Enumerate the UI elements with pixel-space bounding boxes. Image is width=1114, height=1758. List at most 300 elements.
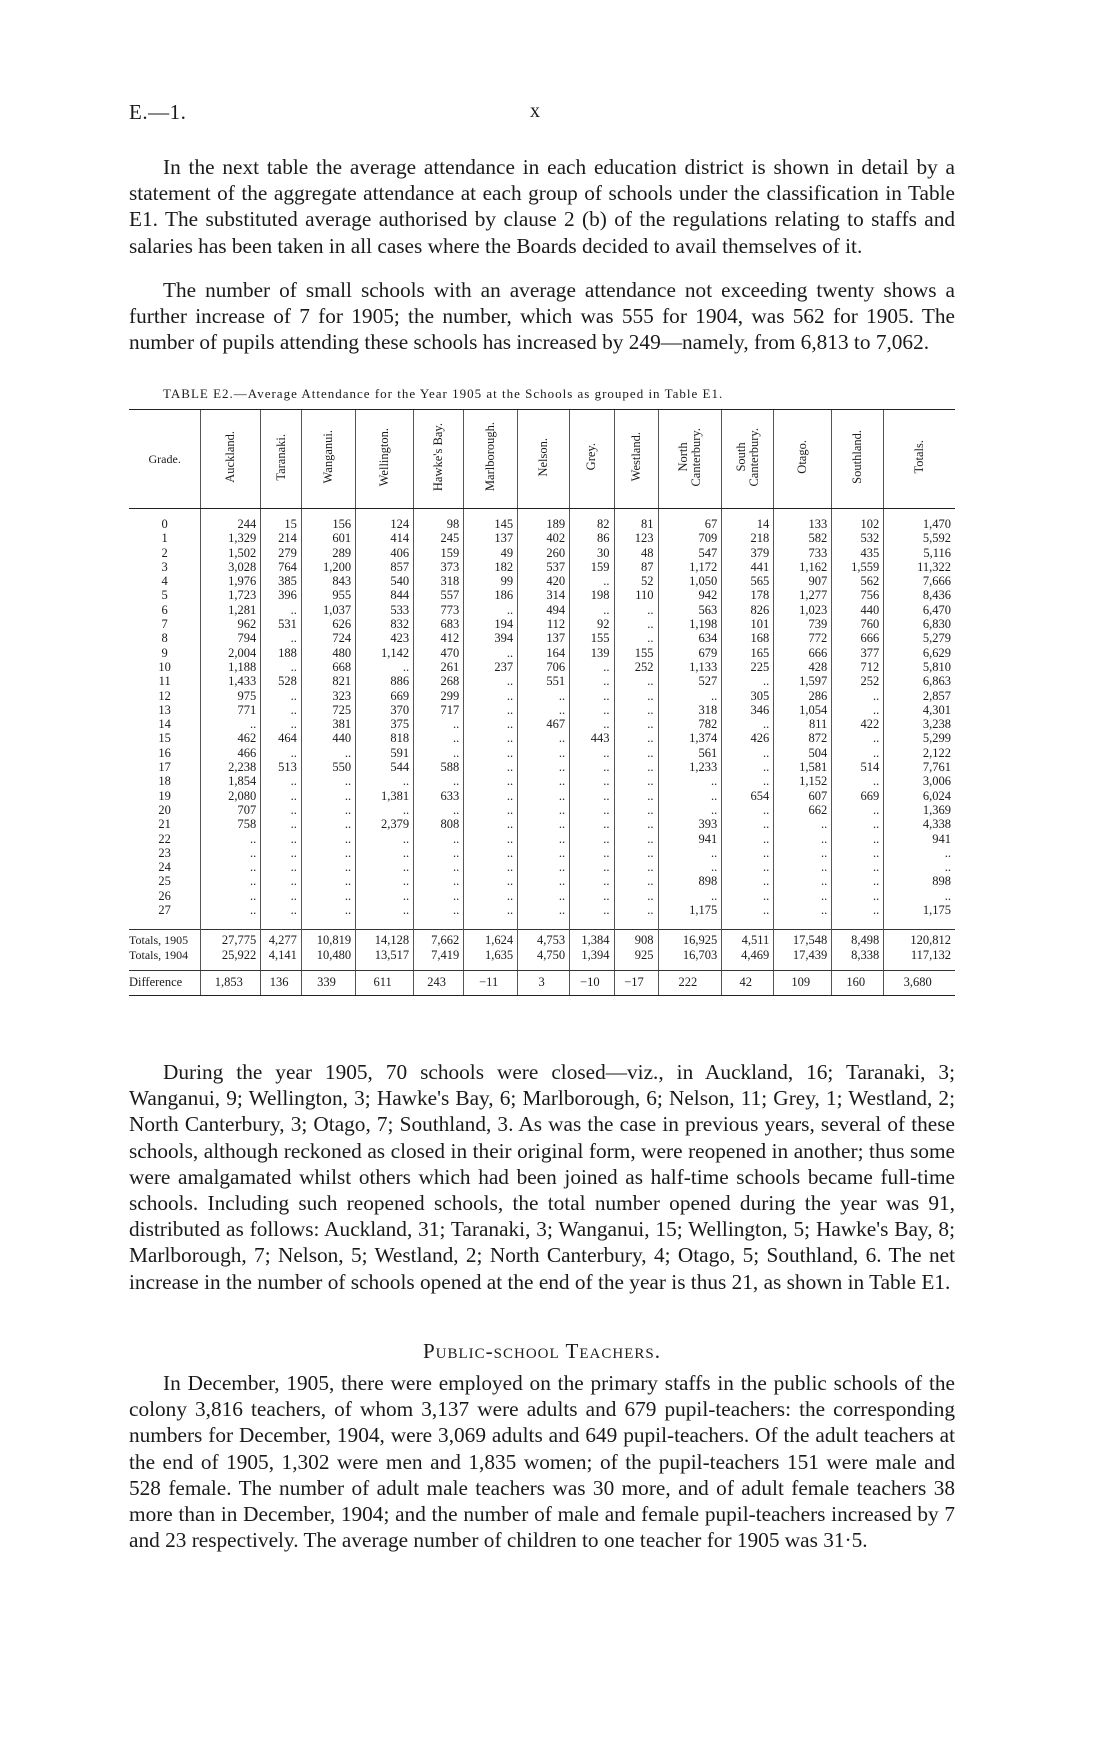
table-cell: ..	[722, 760, 774, 774]
table-cell: 504	[774, 746, 832, 760]
table-row	[129, 509, 955, 532]
table-cell: ..	[884, 889, 955, 903]
table-cell: ..	[570, 903, 614, 917]
table-cell: 466	[201, 746, 261, 760]
table-cell: ..	[832, 889, 884, 903]
table-cell: 396	[261, 588, 302, 602]
table-cell: ..	[570, 789, 614, 803]
table-cell: 1,175	[658, 903, 722, 917]
column-header-label: Totals.	[912, 440, 927, 474]
attendance-table	[129, 409, 955, 996]
table-cell: 48	[614, 546, 658, 560]
table-cell: 414	[356, 531, 414, 545]
table-cell: 323	[301, 689, 355, 703]
table-cell: 160	[832, 970, 884, 995]
table-cell: ..	[356, 860, 414, 874]
table-cell: ..	[301, 889, 355, 903]
table-cell: ..	[518, 889, 570, 903]
table-cell: 222	[658, 970, 722, 995]
table-cell: 712	[832, 660, 884, 674]
table-cell: ..	[614, 760, 658, 774]
table-cell: 2,122	[884, 746, 955, 760]
table-cell: ..	[658, 846, 722, 860]
table-cell: 23	[158, 845, 171, 860]
table-cell: 412	[414, 631, 464, 645]
table-cell: 724	[301, 631, 355, 645]
table-row	[129, 646, 955, 660]
page-number: x	[530, 100, 540, 122]
table-row	[129, 789, 955, 803]
table-cell: ..	[261, 603, 302, 617]
table-cell: 2,857	[884, 689, 955, 703]
table-cell: 99	[464, 574, 518, 588]
column-header-label: Marlborough.	[483, 422, 498, 492]
table-cell-blank	[774, 917, 832, 930]
table-cell: 92	[570, 617, 614, 631]
column-header	[614, 410, 658, 509]
table-cell: 607	[774, 789, 832, 803]
table-cell: 178	[722, 588, 774, 602]
table-cell: ..	[518, 731, 570, 745]
table-cell: ..	[301, 846, 355, 860]
table-cell: 540	[356, 574, 414, 588]
table-row	[129, 674, 955, 688]
table-cell: ..	[201, 717, 261, 731]
table-cell: ..	[722, 746, 774, 760]
column-header	[884, 410, 955, 509]
table-cell: 537	[518, 560, 570, 574]
table-cell: 4	[161, 574, 168, 589]
table-cell: 4,753	[518, 930, 570, 948]
column-header	[301, 410, 355, 509]
table-cell: ..	[614, 603, 658, 617]
table-cell: Totals, 1904	[129, 947, 189, 962]
table-cell: ..	[614, 774, 658, 788]
table-cell: 1,597	[774, 674, 832, 688]
table-cell: 1,381	[356, 789, 414, 803]
table-cell: 733	[774, 546, 832, 560]
table-cell: 470	[414, 646, 464, 660]
table-row	[129, 774, 955, 788]
table-row	[129, 689, 955, 703]
table-cell: ..	[261, 803, 302, 817]
table-row	[129, 617, 955, 631]
table-row	[129, 874, 955, 888]
table-cell: ..	[832, 832, 884, 846]
table-cell: ..	[301, 774, 355, 788]
table-cell: 5,592	[884, 531, 955, 545]
table-caption: TABLE E2.—Average Attendance for the Year 1905 at the Schools as grouped in Table E1.	[163, 386, 724, 401]
table-cell: 443	[570, 731, 614, 745]
table-cell: ..	[301, 874, 355, 888]
table-cell: 1,635	[464, 948, 518, 962]
table-cell: ..	[570, 660, 614, 674]
table-cell: 137	[464, 531, 518, 545]
table-cell: 24	[158, 860, 171, 875]
table-cell: 8,338	[832, 948, 884, 962]
table-cell: ..	[201, 860, 261, 874]
table-cell: 402	[518, 531, 570, 545]
table-cell: 188	[261, 646, 302, 660]
table-cell: 373	[414, 560, 464, 574]
table-cell: 435	[832, 546, 884, 560]
table-cell: ..	[614, 803, 658, 817]
table-cell: ..	[261, 860, 302, 874]
table-cell: 370	[356, 703, 414, 717]
table-cell: 393	[658, 817, 722, 831]
table-cell: ..	[261, 846, 302, 860]
table-cell: 467	[518, 717, 570, 731]
table-cell: −17	[614, 970, 658, 995]
table-cell: 794	[201, 631, 261, 645]
table-cell: 908	[614, 930, 658, 948]
table-row	[129, 817, 955, 831]
table-cell: Difference	[129, 970, 201, 995]
table-spacer-row	[129, 962, 955, 971]
page-reference: E.—1.	[129, 100, 187, 124]
table-cell: 26	[158, 888, 171, 903]
table-cell: ..	[261, 789, 302, 803]
table-cell: 941	[884, 832, 955, 846]
table-cell: ..	[464, 774, 518, 788]
table-cell: 551	[518, 674, 570, 688]
paragraph-1	[129, 154, 955, 259]
table-cell: 563	[658, 603, 722, 617]
difference-row	[129, 970, 955, 995]
table-cell: 1,050	[658, 574, 722, 588]
table-cell: ..	[464, 789, 518, 803]
table-cell-blank	[832, 962, 884, 971]
table-cell: 707	[201, 803, 261, 817]
table-cell: 145	[464, 509, 518, 532]
table-row	[129, 889, 955, 903]
table-cell: ..	[356, 774, 414, 788]
column-header-label: Grade.	[148, 451, 181, 466]
table-cell: 110	[614, 588, 658, 602]
table-cell: 4,277	[261, 930, 302, 948]
table-cell: 156	[301, 509, 355, 532]
table-cell: 808	[414, 817, 464, 831]
table-cell: 155	[614, 646, 658, 660]
table-cell: ..	[884, 846, 955, 860]
table-cell: 27,775	[201, 930, 261, 948]
table-cell: 760	[832, 617, 884, 631]
table-row	[129, 546, 955, 560]
table-cell: 872	[774, 731, 832, 745]
table-cell: ..	[301, 817, 355, 831]
table-cell: 81	[614, 509, 658, 532]
table-cell: 440	[301, 731, 355, 745]
table-cell: ..	[774, 832, 832, 846]
table-cell: 5,116	[884, 546, 955, 560]
table-cell: ..	[464, 646, 518, 660]
table-cell: 1,559	[832, 560, 884, 574]
table-cell: ..	[201, 903, 261, 917]
table-cell: 30	[570, 546, 614, 560]
column-header	[356, 410, 414, 509]
table-cell: 666	[832, 631, 884, 645]
table-cell: 907	[774, 574, 832, 588]
table-cell: ..	[201, 874, 261, 888]
table-cell: ..	[261, 631, 302, 645]
table-cell: 5,299	[884, 731, 955, 745]
table-cell: 385	[261, 574, 302, 588]
table-cell: 1,023	[774, 603, 832, 617]
table-cell: 709	[658, 531, 722, 545]
table-cell: 1,172	[658, 560, 722, 574]
table-cell: ..	[570, 760, 614, 774]
table-cell: 377	[832, 646, 884, 660]
table-cell: ..	[464, 603, 518, 617]
table-cell: 588	[414, 760, 464, 774]
table-cell: 27	[158, 903, 171, 918]
table-cell: 9	[161, 645, 168, 660]
table-cell: 886	[356, 674, 414, 688]
table-cell: 168	[722, 631, 774, 645]
table-cell: ..	[464, 689, 518, 703]
table-cell-blank	[129, 962, 201, 971]
paragraph-4-text: In December, 1905, there were employed on the primary staffs in the public schools of the colony 3,816 teachers, of whom 3,137 were adults and 679 pupil-teachers: the corresponding numbers for December, 1904, were 3,069 adults and 649 pupil-teachers. Of the adult teachers at the end of 1905, 1,302 were men and 1,835 women; of the pupil-teachers 151 were male and 528 female. The number of adult male teachers was 30 more, and of adult female teachers 38 more than in December, 1904; and the number of male and female pupil-teachers increased by 7 and 23 respectively. The average number of children to one teacher for 1905 was 31·5.	[129, 1371, 955, 1553]
paragraph-3-text: During the year 1905, 70 schools were closed—viz., in Auckland, 16; Taranaki, 3; Wanganui, 9; Wellington, 3; Hawke's Bay, 6; Marlborough, 6; Nelson, 11; Grey, 1; Westland, 2; North Canterbury, 3; Otago, 7; Southland, 3. As was the case in previous years, several of these schools, although reckoned as closed in their original form, were reopened in another; thus some were amalgamated whilst others which had been joined as half-time schools became full-time schools. Including such reopened schools, the total number opened during the year was 91, distributed as follows: Auckland, 31; Taranaki, 3; Wanganui, 15; Wellington, 5; Hawke's Bay, 8; Marlborough, 7; Nelson, 5; Westland, 2; North Canterbury, 4; Otago, 5; Southland, 6. The net increase in the number of schools opened at the end of the year is thus 21, as shown in Table E1.	[129, 1060, 955, 1294]
table-cell: 1,188	[201, 660, 261, 674]
table-cell: ..	[614, 631, 658, 645]
table-cell: 1,624	[464, 930, 518, 948]
table-cell: 1,198	[658, 617, 722, 631]
table-cell: 17,439	[774, 948, 832, 962]
table-cell: ..	[301, 746, 355, 760]
table-cell: ..	[464, 760, 518, 774]
table-cell-blank	[301, 917, 355, 930]
table-cell: ..	[414, 717, 464, 731]
table-cell: ..	[658, 774, 722, 788]
table-cell: 975	[201, 689, 261, 703]
table-cell: ..	[518, 832, 570, 846]
table-cell: 739	[774, 617, 832, 631]
table-cell: 426	[722, 731, 774, 745]
table-cell: 844	[356, 588, 414, 602]
table-cell: ..	[722, 817, 774, 831]
table-cell: ..	[301, 832, 355, 846]
table-cell: 857	[356, 560, 414, 574]
table-cell: ..	[414, 774, 464, 788]
table-cell: 668	[301, 660, 355, 674]
table-cell: 159	[570, 560, 614, 574]
column-header-label: Southland.	[850, 430, 865, 484]
table-cell: 123	[614, 531, 658, 545]
table-cell: 124	[356, 509, 414, 532]
totals-1905-row	[129, 930, 955, 948]
table-cell: ..	[832, 860, 884, 874]
table-cell: −11	[464, 970, 518, 995]
table-cell: 252	[832, 674, 884, 688]
table-cell: 898	[658, 874, 722, 888]
table-cell-blank	[832, 917, 884, 930]
table-cell: ..	[658, 789, 722, 803]
table-cell: 1,037	[301, 603, 355, 617]
table-cell: 1,329	[201, 531, 261, 545]
column-header	[722, 410, 774, 509]
table-cell-blank	[518, 962, 570, 971]
table-cell: 843	[301, 574, 355, 588]
table-cell: 532	[832, 531, 884, 545]
table-cell: 717	[414, 703, 464, 717]
table-cell: ..	[832, 874, 884, 888]
table-cell: 17,548	[774, 930, 832, 948]
table-cell: 13,517	[356, 948, 414, 962]
table-cell: 7	[161, 617, 168, 632]
table-cell: 379	[722, 546, 774, 560]
table-row	[129, 731, 955, 745]
table-cell: 1,152	[774, 774, 832, 788]
table-cell-blank	[414, 962, 464, 971]
paragraph-2-text: The number of small schools with an average attendance not exceeding twenty shows a further increase of 7 for 1905; the number, which was 555 for 1904, was 562 for 1905. The number of pupils attending these schools has increased by 249—namely, from 6,813 to 7,062.	[129, 278, 955, 355]
table-cell: ..	[414, 846, 464, 860]
table-cell: ..	[414, 874, 464, 888]
table-cell: ..	[464, 674, 518, 688]
table-cell: 4,469	[722, 948, 774, 962]
table-cell: ..	[570, 703, 614, 717]
table-cell-blank	[570, 962, 614, 971]
table-cell: ..	[201, 889, 261, 903]
table-cell: 339	[301, 970, 355, 995]
table-cell: ..	[464, 817, 518, 831]
table-cell: ..	[261, 874, 302, 888]
table-cell: 12	[158, 688, 171, 703]
table-cell: ..	[464, 860, 518, 874]
table-cell: 633	[414, 789, 464, 803]
table-cell: ..	[261, 889, 302, 903]
table-cell: 52	[614, 574, 658, 588]
table-cell: ..	[518, 860, 570, 874]
table-cell: 13	[158, 702, 171, 717]
table-cell: 182	[464, 560, 518, 574]
table-cell: 531	[261, 617, 302, 631]
table-cell: 1,581	[774, 760, 832, 774]
table-cell: 832	[356, 617, 414, 631]
column-header	[518, 410, 570, 509]
table-cell-blank	[658, 917, 722, 930]
table-cell: 194	[464, 617, 518, 631]
table-cell: 7,662	[414, 930, 464, 948]
table-cell: 189	[518, 509, 570, 532]
table-cell: ..	[301, 789, 355, 803]
table-cell: ..	[774, 860, 832, 874]
table-cell-blank	[884, 962, 955, 971]
table-cell: ..	[518, 874, 570, 888]
table-cell: 818	[356, 731, 414, 745]
table-cell-blank	[201, 962, 261, 971]
paragraph-4	[129, 1370, 955, 1553]
table-cell: 286	[774, 689, 832, 703]
table-cell: ..	[722, 903, 774, 917]
table-cell: ..	[464, 731, 518, 745]
table-cell: 772	[774, 631, 832, 645]
table-cell: 758	[201, 817, 261, 831]
table-cell: 67	[658, 509, 722, 532]
table-cell: ..	[614, 817, 658, 831]
table-cell: 1,502	[201, 546, 261, 560]
table-row	[129, 717, 955, 731]
table-cell: 244	[201, 509, 261, 532]
table-cell: ..	[414, 731, 464, 745]
table-cell: ..	[832, 703, 884, 717]
table-cell: 5	[161, 588, 168, 603]
table-cell: 4,338	[884, 817, 955, 831]
table-cell: 1,384	[570, 930, 614, 948]
table-cell: ..	[722, 774, 774, 788]
table-cell: ..	[614, 689, 658, 703]
paragraph-2	[129, 277, 955, 356]
table-cell: 1,976	[201, 574, 261, 588]
table-cell: 1,723	[201, 588, 261, 602]
table-cell: ..	[464, 717, 518, 731]
table-cell: 394	[464, 631, 518, 645]
column-header	[414, 410, 464, 509]
column-header-label: Auckland.	[223, 431, 238, 483]
table-cell: 513	[261, 760, 302, 774]
table-cell: ..	[774, 874, 832, 888]
table-row	[129, 746, 955, 760]
table-cell: ..	[832, 846, 884, 860]
table-cell: Totals, 1905	[129, 930, 201, 948]
table-cell: 6,830	[884, 617, 955, 631]
table-row	[129, 631, 955, 645]
table-cell: ..	[722, 846, 774, 860]
table-cell: ..	[832, 817, 884, 831]
table-cell: 346	[722, 703, 774, 717]
table-cell: ..	[518, 817, 570, 831]
table-cell: 3,680	[884, 970, 955, 995]
table-cell: ..	[832, 731, 884, 745]
table-cell: 1,142	[356, 646, 414, 660]
table-cell: 423	[356, 631, 414, 645]
table-cell: ..	[518, 703, 570, 717]
table-cell: ..	[570, 860, 614, 874]
table-cell: 6	[161, 602, 168, 617]
table-cell: 1,281	[201, 603, 261, 617]
column-header-label: Westland.	[628, 432, 643, 482]
table-cell: 565	[722, 574, 774, 588]
table-cell-blank	[884, 917, 955, 930]
table-cell: ..	[722, 717, 774, 731]
table-cell: ..	[614, 703, 658, 717]
table-cell: 1	[161, 531, 168, 546]
table-cell: 547	[658, 546, 722, 560]
table-cell: ..	[518, 774, 570, 788]
table-cell: ..	[414, 903, 464, 917]
table-cell: ..	[570, 817, 614, 831]
table-cell: 15	[261, 509, 302, 532]
table-row	[129, 574, 955, 588]
table-cell: 252	[614, 660, 658, 674]
table-cell: 1,133	[658, 660, 722, 674]
table-cell: ..	[464, 874, 518, 888]
table-cell: 4,301	[884, 703, 955, 717]
table-cell: 422	[832, 717, 884, 731]
table-cell: ..	[570, 832, 614, 846]
table-cell: 962	[201, 617, 261, 631]
table-cell: ..	[614, 832, 658, 846]
table-cell: 544	[356, 760, 414, 774]
table-cell: ..	[570, 774, 614, 788]
table-cell: 318	[414, 574, 464, 588]
table-cell: 7,666	[884, 574, 955, 588]
table-cell: 14	[158, 717, 171, 732]
table-cell: ..	[518, 846, 570, 860]
table-cell: 136	[261, 970, 302, 995]
table-cell: ..	[518, 903, 570, 917]
table-cell: 601	[301, 531, 355, 545]
